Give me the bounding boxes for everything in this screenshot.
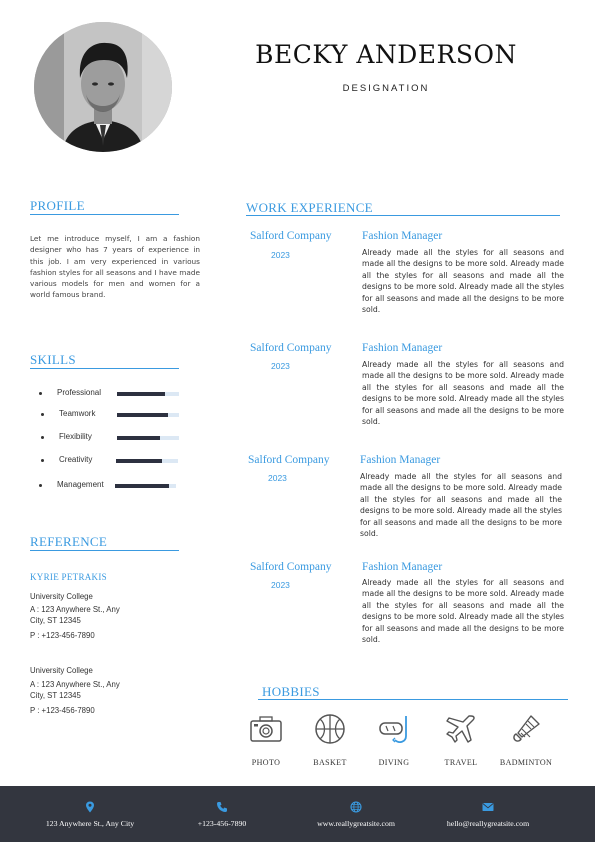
skill-bar-fill <box>116 459 162 463</box>
job-title: Fashion Manager <box>362 230 443 242</box>
globe-icon <box>350 801 362 813</box>
reference-address-line1: A : 123 Anywhere St., Any <box>30 680 120 689</box>
job-description: Already made all the styles for all seasons and made all the designs to be more sold. Already made all the styles for all seasons and made all the designs to be more sold. Already made all the styles for all seasons and made all the designs to be more sold. <box>362 248 565 315</box>
envelope-icon <box>482 801 494 813</box>
hobby-label: BADMINTON <box>499 758 553 767</box>
hobby-label: DIVING <box>378 758 410 767</box>
bullet-icon <box>41 459 44 462</box>
reference-address-line1: A : 123 Anywhere St., Any <box>30 605 120 614</box>
bullet-icon <box>39 484 42 487</box>
reference-divider <box>30 550 179 551</box>
footer-email[interactable] <box>428 786 548 842</box>
skill-bar <box>117 436 179 440</box>
skill-bar-fill <box>117 436 160 440</box>
hobby-label: BASKET <box>313 758 347 767</box>
skill-row <box>30 480 190 492</box>
footer-website-text: www.reallygreatsite.com <box>317 819 395 828</box>
hobby-basket <box>300 712 360 767</box>
job-company: Salford Company <box>250 561 332 573</box>
skill-bar <box>117 392 179 396</box>
skill-label: Professional <box>57 388 102 397</box>
bullet-icon <box>41 436 44 439</box>
reference-org: University College <box>30 666 93 675</box>
hobbies-heading: HOBBIES <box>262 684 320 699</box>
profile-heading: PROFILE <box>30 198 85 213</box>
camera-icon <box>249 712 283 746</box>
reference-address-line2: City, ST 12345 <box>30 616 81 625</box>
skill-row <box>30 388 190 400</box>
footer-email-text: hello@reallygreatsite.com <box>446 819 530 828</box>
location-pin-icon <box>84 801 96 813</box>
footer-phone-text: +123-456-7890 <box>197 819 247 828</box>
skill-label: Management <box>57 480 104 489</box>
reference-heading: REFERENCE <box>30 534 108 549</box>
job-company: Salford Company <box>250 230 332 242</box>
skill-label: Flexibility <box>59 432 92 441</box>
designation: DESIGNATION <box>342 83 430 94</box>
skill-row <box>30 409 190 421</box>
profile-divider <box>30 214 179 215</box>
job-year: 2023 <box>271 580 290 590</box>
footer-phone[interactable] <box>172 786 272 842</box>
reference-address-line2: City, ST 12345 <box>30 691 81 700</box>
applicant-name: BECKY ANDERSON <box>255 40 517 69</box>
hobby-badminton <box>496 712 556 767</box>
job-title: Fashion Manager <box>360 454 441 466</box>
hobby-label: TRAVEL <box>444 758 478 767</box>
profile-photo <box>34 22 172 152</box>
skill-bar <box>117 413 179 417</box>
job-year: 2023 <box>271 250 290 260</box>
skill-bar-fill <box>117 413 168 417</box>
job-year: 2023 <box>271 361 290 371</box>
work-experience-divider <box>246 215 560 216</box>
job-company: Salford Company <box>250 342 332 354</box>
skill-bar-fill <box>115 484 169 488</box>
skill-bar <box>116 459 178 463</box>
job-description: Already made all the styles for all seasons and made all the designs to be more sold. Already made all the styles for all seasons and made all the designs to be more sold. Already made all the styles for all seasons and made all the designs to be more sold. <box>362 578 565 645</box>
skill-row <box>30 455 190 467</box>
reference-phone: P : +123-456-7890 <box>30 706 95 715</box>
reference-org: University College <box>30 592 93 601</box>
hobbies-divider <box>258 699 568 700</box>
job-description: Already made all the styles for all seasons and made all the designs to be more sold. Already made all the styles for all seasons and made all the designs to be more sold. Already made all the styles for all seasons and made all the designs to be more sold. <box>362 360 565 427</box>
footer-address-text: 123 Anywhere St., Any City <box>45 819 135 828</box>
skill-label: Creativity <box>59 455 93 464</box>
work-experience-heading: WORK EXPERIENCE <box>246 200 373 215</box>
footer-website[interactable] <box>298 786 414 842</box>
portrait-image <box>34 22 172 152</box>
bullet-icon <box>39 392 42 395</box>
shuttlecock-icon <box>509 712 543 746</box>
hobby-diving <box>364 712 424 767</box>
job-title: Fashion Manager <box>362 561 443 573</box>
skills-divider <box>30 368 179 369</box>
job-year: 2023 <box>268 473 287 483</box>
reference-name: KYRIE PETRAKIS <box>30 572 107 582</box>
hobby-travel <box>431 712 491 767</box>
diving-mask-icon <box>377 712 411 746</box>
job-title: Fashion Manager <box>362 342 443 354</box>
hobby-label: PHOTO <box>251 758 281 767</box>
phone-icon <box>216 801 228 813</box>
job-description: Already made all the styles for all seasons and made all the designs to be more sold. Already made all the styles for all seasons and made all the designs to be more sold. Already made all the styles for all seasons and made all the designs to be more sold. <box>360 472 563 539</box>
skill-row <box>30 432 190 444</box>
footer-address <box>22 786 158 842</box>
airplane-icon <box>444 712 478 746</box>
hobby-photo <box>236 712 296 767</box>
job-company: Salford Company <box>248 454 330 466</box>
bullet-icon <box>41 413 44 416</box>
contact-footer <box>0 786 595 842</box>
profile-text: Let me introduce myself, I am a fashion designer who has 7 years of experience in this job. I am very experienced in various fashion styles for all seasons and I have made various models for men and women for a world famous brand. <box>30 234 200 300</box>
skills-heading: SKILLS <box>30 352 76 367</box>
basketball-icon <box>313 712 347 746</box>
reference-phone: P : +123-456-7890 <box>30 631 95 640</box>
skill-bar-fill <box>117 392 165 396</box>
skill-label: Teamwork <box>59 409 96 418</box>
skill-bar <box>115 484 176 488</box>
